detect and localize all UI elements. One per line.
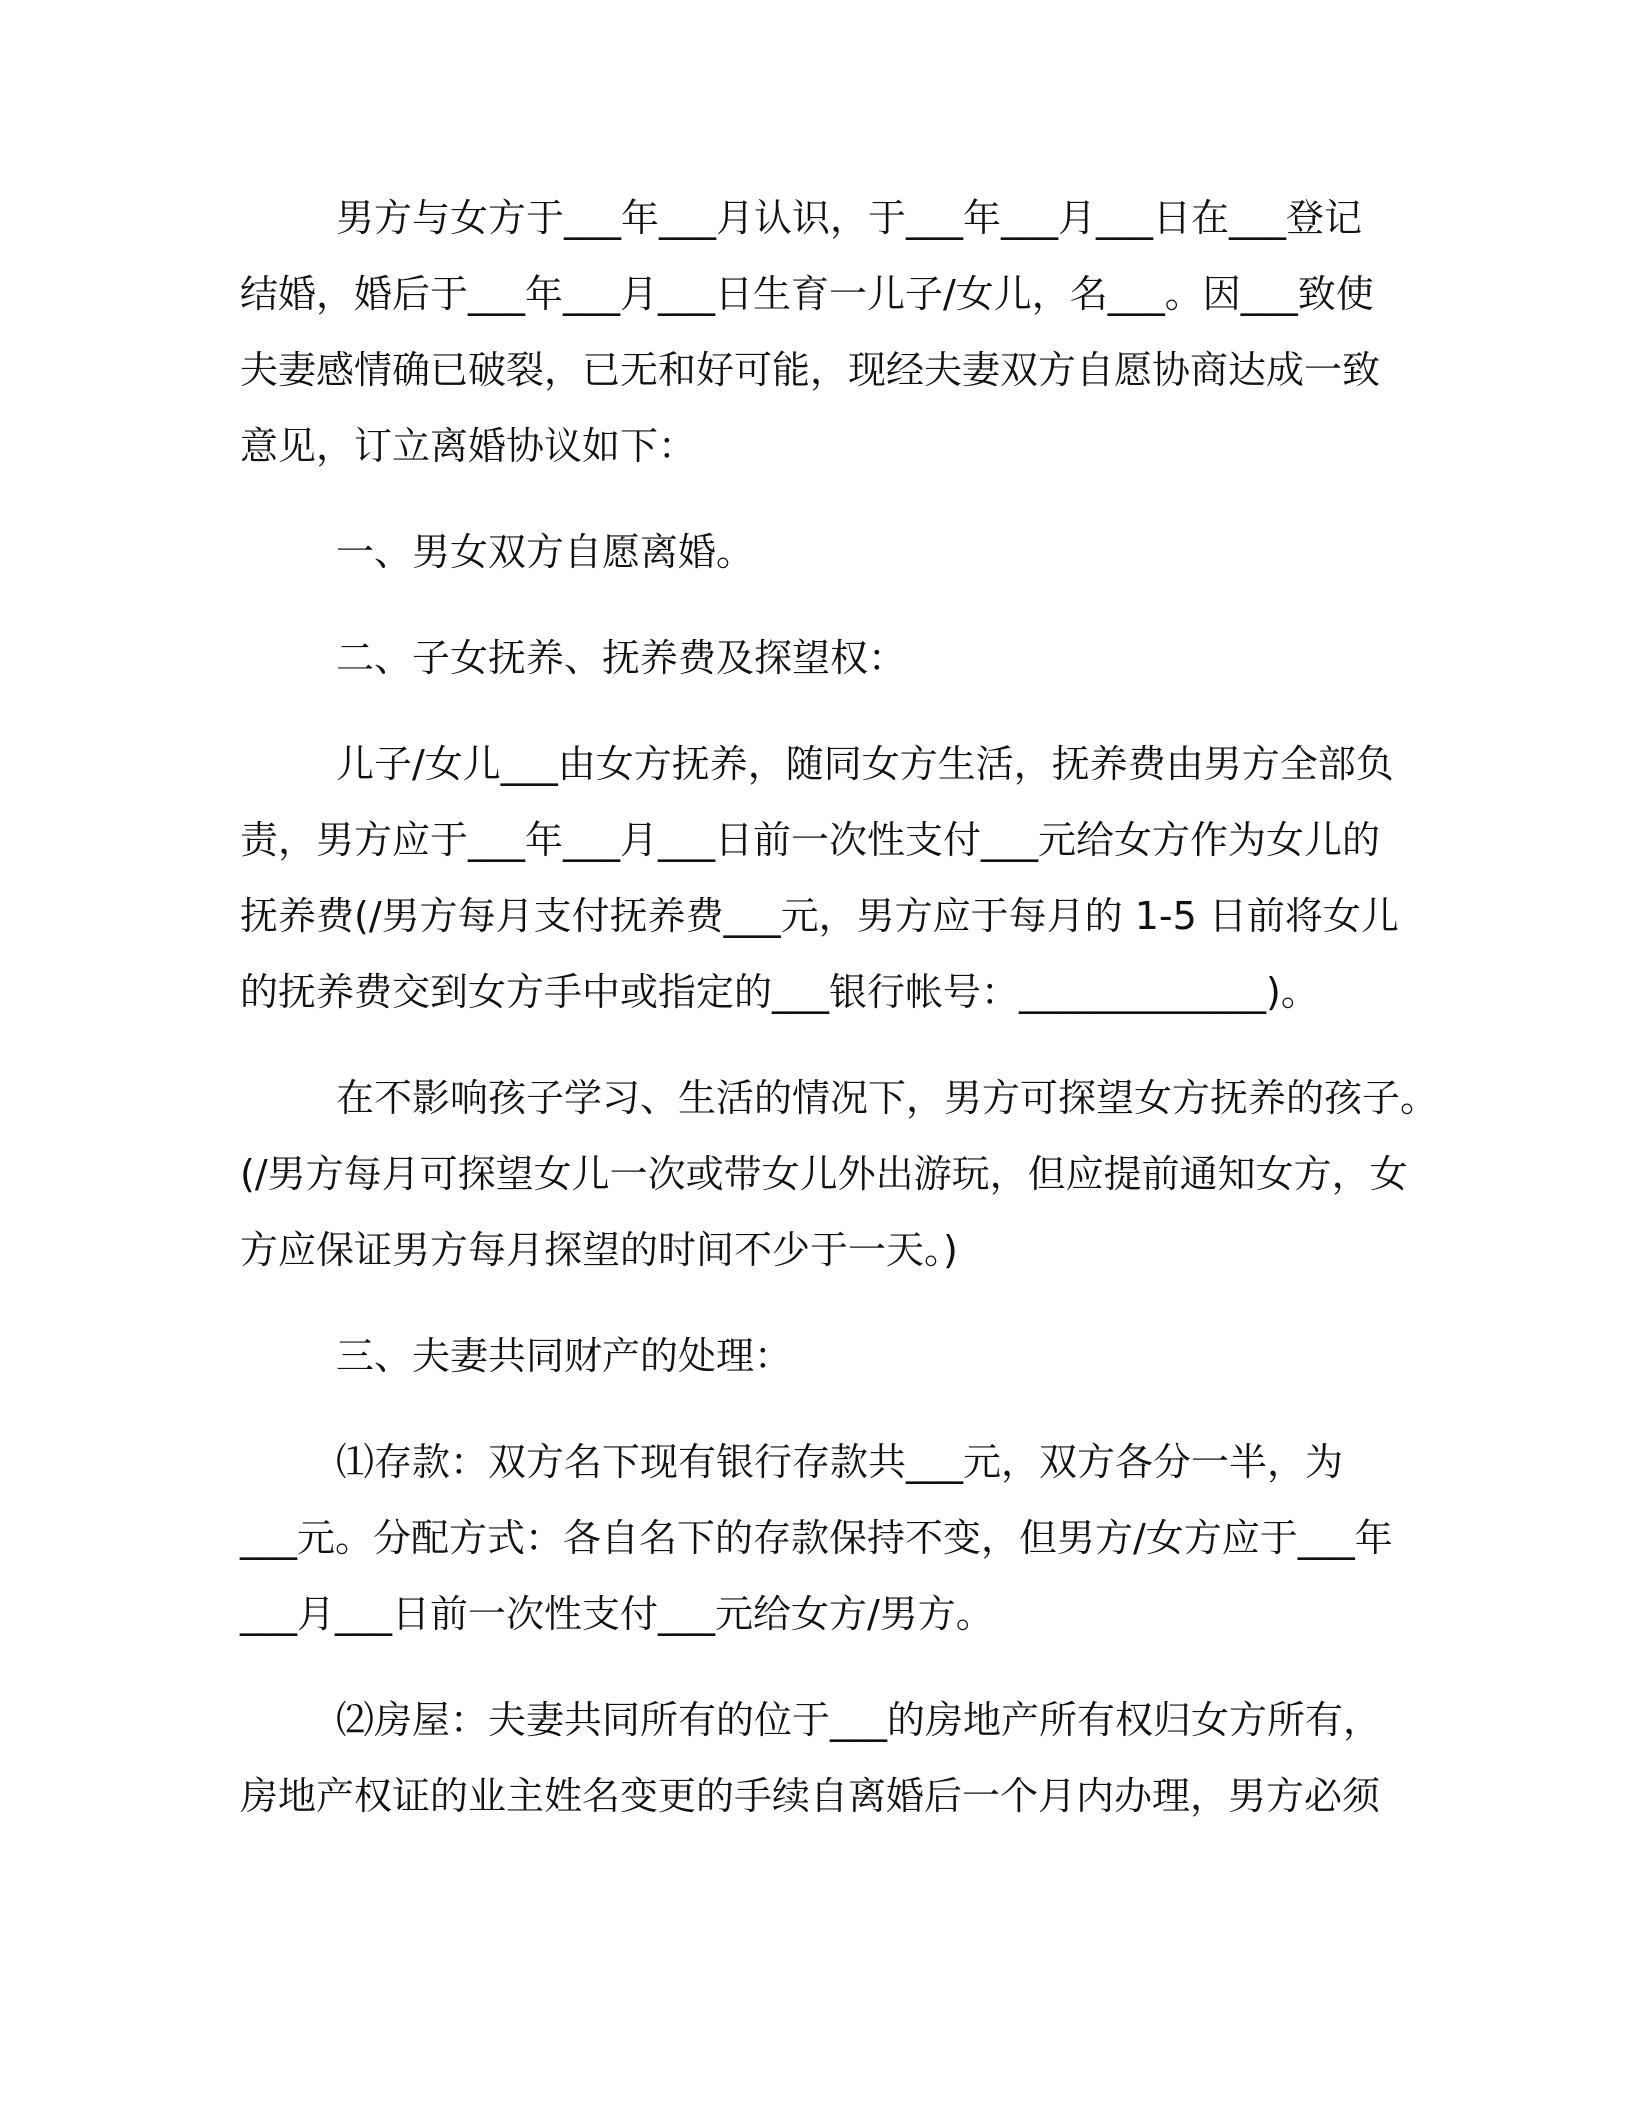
- text-line: 抚养费(/男方每月支付抚养费___元，男方应于每月的 1-5 日前将女儿: [240, 894, 1399, 938]
- text-line: 房地产权证的业主姓名变更的手续自离婚后一个月内办理，男方必须: [240, 1774, 1381, 1818]
- section-heading: 一、男女双方自愿离婚。: [336, 530, 755, 574]
- text-line: 夫妻感情确已破裂，已无和好可能，现经夫妻双方自愿协商达成一致: [240, 348, 1381, 392]
- text-line: 在不影响孩子学习、生活的情况下，男方可探望女方抚养的孩子。: [336, 1076, 1439, 1120]
- section-heading: 三、夫妻共同财产的处理：: [336, 1334, 793, 1378]
- text-line: ⑴存款：双方名下现有银行存款共___元，双方各分一半，为: [336, 1440, 1344, 1484]
- text-line: (/男方每月可探望女儿一次或带女儿外出游玩，但应提前通知女方，女: [240, 1152, 1408, 1196]
- text-line: ___元。分配方式：各自名下的存款保持不变，但男方/女方应于___年: [240, 1516, 1393, 1560]
- text-line: ___月___日前一次性支付___元给女方/男方。: [240, 1592, 994, 1636]
- text-line: 儿子/女儿___由女方抚养，随同女方生活，抚养费由男方全部负: [336, 742, 1394, 786]
- text-line: 责，男方应于___年___月___日前一次性支付___元给女方作为女儿的: [240, 818, 1381, 862]
- text-line: 意见，订立离婚协议如下：: [240, 424, 697, 468]
- text-line: 男方与女方于___年___月认识，于___年___月___日在___登记: [336, 196, 1363, 240]
- text-line: ⑵房屋：夫妻共同所有的位于___的房地产所有权归女方所有，: [336, 1698, 1382, 1742]
- text-line: 方应保证男方每月探望的时间不少于一天。): [240, 1228, 958, 1272]
- text-line: 的抚养费交到女方手中或指定的___银行帐号：_____________)。: [240, 970, 1319, 1014]
- text-line: 结婚，婚后于___年___月___日生育一儿子/女儿，名___。因___致使: [240, 272, 1374, 316]
- section-heading: 二、子女抚养、抚养费及探望权：: [336, 636, 907, 680]
